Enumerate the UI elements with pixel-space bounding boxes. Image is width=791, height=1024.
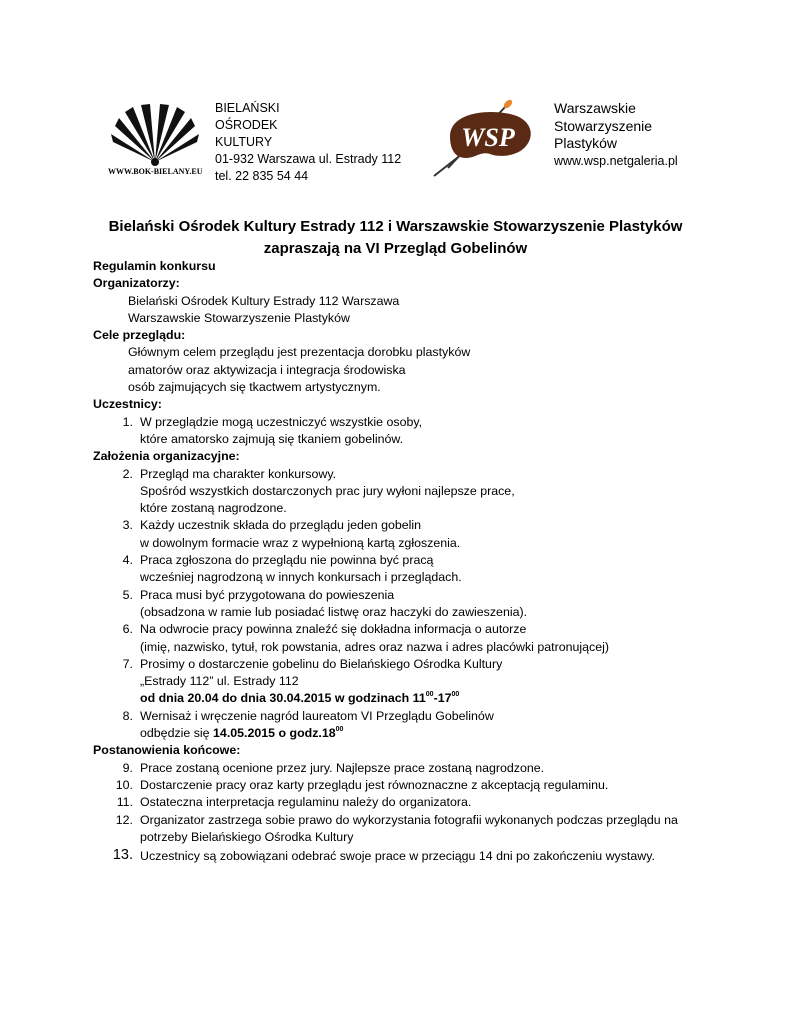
vernissage-prefix: odbędzie się [140,726,214,741]
list-item-text: Prace zostaną ocenione przez jury. Najlepsze prace zostaną nagrodzone. [140,760,545,775]
list-item-number: 3. [122,518,133,533]
list-item-number: 13. [112,847,133,864]
list-item-text: które amatorsko zajmują się tkaniem gobelinów. [140,431,404,446]
goals-line: Głównym celem przeglądu jest prezentacja dorobku plastyków [128,345,471,360]
wsp-logo-letters: WSP [461,123,515,152]
list-item-text: „Estrady 112” ul. Estrady 112 [140,674,299,689]
list-item [93,656,733,708]
organizational-assumptions-heading: Założenia organizacyjne: [93,449,240,464]
list-item-text: potrzeby Bielańskiego Ośrodka Kultury [140,829,354,844]
goals-line: osób zajmujących się tkactwem artystycznym. [128,380,381,395]
document-title [40,216,751,260]
list-item [93,794,733,811]
list-item-text: w dowolnym formacie wraz z wypełnioną kartą zgłoszenia. [140,535,461,550]
list-item-text: Każdy uczestnik składa do przeglądu jeden gobelin [140,518,422,533]
list-item-text: Ostateczna interpretacja regulaminu należy do organizatora. [140,795,472,810]
goals-heading: Cele przeglądu: [93,328,186,343]
list-item-text: W przeglądzie mogą uczestniczyć wszystkie osoby, [140,414,423,429]
title-line-2: zapraszają na VI Przegląd Gobelinów [263,240,528,257]
list-item-number: 9. [122,760,133,775]
wsp-name-line-2: Stowarzyszenie [554,117,653,134]
wsp-website: www.wsp.netgaleria.pl [554,153,678,168]
bok-name-line-3: KULTURY [215,135,273,149]
list-item-text: Praca zgłoszona do przeglądu nie powinna być pracą [140,553,434,568]
list-item [93,848,733,865]
vernissage-datetime: 14.05.2015 o godz.18 [213,726,336,741]
delivery-end-hour: -17 [433,691,452,706]
list-item [93,552,733,587]
list-item-number: 7. [122,656,133,671]
list-item-text: Na odwrocie pracy powinna znaleźć się dokładna informacja o autorze [140,622,527,637]
list-item-number: 5. [122,587,133,602]
list-item-text: Organizator zastrzega sobie prawo do wykorzystania fotografii wykonanych podczas przeglądu na [140,812,678,827]
list-item-text: wcześniej nagrodzoną w innych konkursach i przeglądach. [140,570,462,585]
wsp-info-block [554,100,678,170]
list-item-text: Wernisaż i wręczenie nagród laureatom VI Przeglądu Gobelinów [140,708,494,723]
list-item-text: Prosimy o dostarczenie gobelinu do Bielańskiego Ośrodka Kultury [140,656,503,671]
list-item-number: 4. [122,553,133,568]
bok-address-block [215,100,401,185]
list-item-text: (imię, nazwisko, tytuł, rok powstania, adres oraz nazwa i adres placówki patronującej) [140,639,609,654]
bok-logo [105,104,205,184]
list-item-text: Dostarczenie pracy oraz karty przeglądu jest równoznaczne z akceptacją regulaminu. [140,777,609,792]
list-item [93,777,733,794]
list-item-text: (obsadzona w ramie lub posiadać listwę oraz haczyki do zawieszenia). [140,604,528,619]
list-item [93,466,733,518]
regulations-body [93,258,733,865]
list-item [93,760,733,777]
vernissage-date [140,725,733,742]
delivery-start-minutes: 00 [425,691,434,699]
wsp-name-line-1: Warszawskie [554,100,636,116]
list-item-number: 1. [122,414,133,429]
goals-line: amatorów oraz aktywizacja i integracja środowiska [128,362,406,377]
title-line-1: Bielański Ośrodek Kultury Estrady 112 i Warszawskie Stowarzyszenie Plastyków [108,218,683,235]
list-item-number: 6. [122,622,133,637]
list-item [93,517,733,552]
delivery-end-minutes: 00 [451,691,460,699]
vernissage-minutes: 00 [335,725,344,733]
organizer-line: Bielański Ośrodek Kultury Estrady 112 Warszawa [128,293,400,308]
delivery-dates-text: od dnia 20.04 do dnia 30.04.2015 w godzinach 11 [140,691,426,706]
bok-address: 01-932 Warszawa ul. Estrady 112 [215,152,402,166]
bok-name-line-1: BIELAŃSKI [215,101,280,115]
bok-logo-caption: WWW.BOK-BIELANY.EU [108,167,203,176]
final-provisions-heading: Postanowienia końcowe: [93,743,241,758]
list-item-text: Przegląd ma charakter konkursowy. [140,466,337,481]
delivery-dates [140,690,733,707]
list-item-number: 12. [115,812,133,827]
list-item-text: które zostaną nagrodzone. [140,501,287,516]
list-item [93,587,733,622]
list-item [93,708,733,743]
list-item-number: 8. [122,708,133,723]
bok-name-line-2: OŚRODEK [215,118,278,132]
list-item-text: Spośród wszystkich dostarczonych prac jury wyłoni najlepsze prace, [140,483,515,498]
list-item-text: Praca musi być przygotowana do powieszenia [140,587,395,602]
regulations-heading: Regulamin konkursu [93,259,216,273]
participants-heading: Uczestnicy: [93,397,162,412]
wsp-name-line-3: Plastyków [554,135,618,151]
list-item-number: 2. [122,466,133,481]
list-item [93,621,733,656]
list-item-number: 11. [116,795,133,810]
list-item [93,812,733,847]
list-item-number: 10. [115,777,133,792]
list-item-text: Uczestnicy są zobowiązani odebrać swoje prace w przeciągu 14 dni po zakończeniu wystawy. [140,849,655,864]
organizer-line: Warszawskie Stowarzyszenie Plastyków [128,310,350,325]
wsp-palette-logo-graphic [430,96,542,178]
wsp-logo [430,96,542,178]
organizers-heading: Organizatorzy: [93,276,180,291]
list-item [93,414,733,449]
bok-phone: tel. 22 835 54 44 [215,169,309,183]
